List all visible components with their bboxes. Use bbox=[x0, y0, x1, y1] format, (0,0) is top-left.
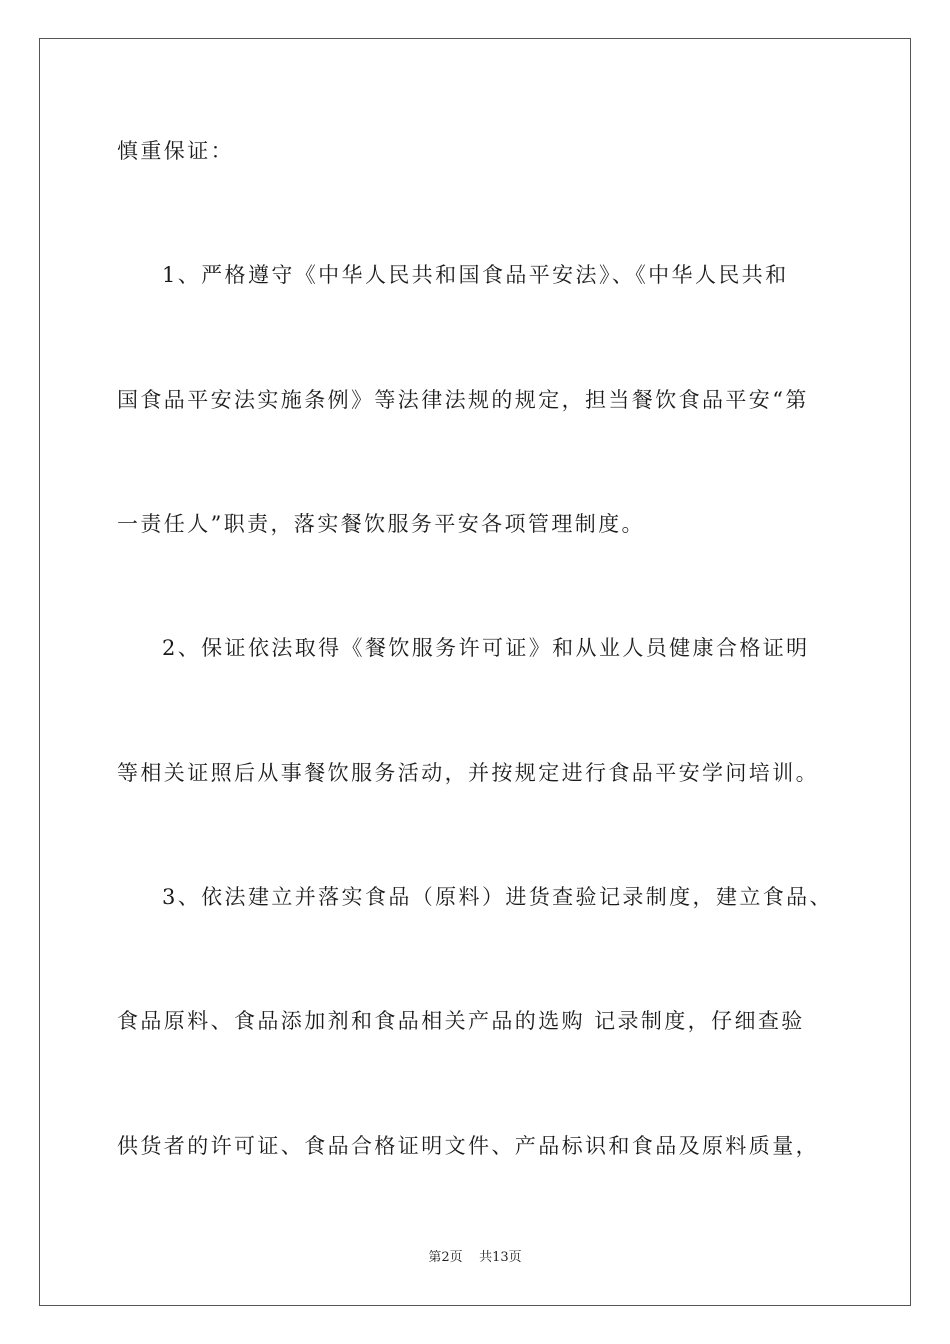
paragraph-3-line-3: 供货者的许可证、食品合格证明文件、产品标识和食品及原料质量， bbox=[117, 1134, 819, 1158]
page-number-footer: 第2页 共13页 bbox=[428, 1250, 522, 1265]
paragraph-1-line-3: 一责任人”职责，落实餐饮服务平安各项管理制度。 bbox=[117, 512, 645, 536]
paragraph-2-line-2: 等相关证照后从事餐饮服务活动，并按规定进行食品平安学问培训。 bbox=[117, 761, 819, 785]
paragraph-3-line-2: 食品原料、食品添加剂和食品相关产品的选购 记录制度，仔细查验 bbox=[117, 1009, 805, 1033]
paragraph-1-line-1: 1、严格遵守《中华人民共和国食品平安法》、《中华人民共和 bbox=[162, 263, 789, 287]
paragraph-3-line-1: 3、依法建立并落实食品（原料）进货查验记录制度，建立食品、 bbox=[162, 885, 833, 909]
heading-line: 慎重保证： bbox=[117, 139, 234, 163]
page-frame bbox=[39, 38, 911, 1306]
paragraph-2-line-1: 2、保证依法取得《餐饮服务许可证》和从业人员健康合格证明 bbox=[162, 636, 810, 660]
paragraph-1-line-2: 国食品平安法实施条例》等法律法规的规定，担当餐饮食品平安“第 bbox=[117, 388, 809, 412]
